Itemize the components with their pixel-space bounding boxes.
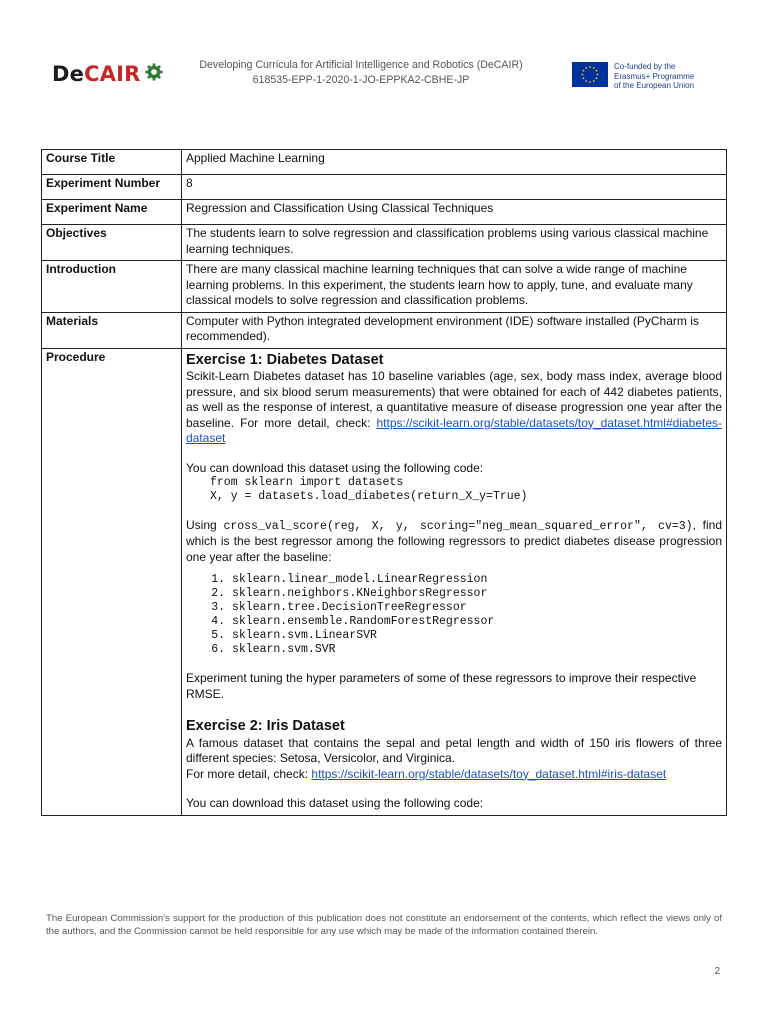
gear-icon <box>145 63 163 81</box>
decair-logo: DeCAIR <box>52 62 141 86</box>
table-row <box>42 348 727 815</box>
materials-label: Materials <box>42 312 182 348</box>
eu-flag-icon <box>572 62 608 87</box>
table-row <box>42 200 727 225</box>
table-row <box>42 225 727 261</box>
objectives-value: The students learn to solve regression and classification problems using various classical machine learning techniques. <box>182 225 727 261</box>
list-item: 3. sklearn.tree.DecisionTreeRegressor <box>232 601 722 615</box>
exercise-1-download-text: You can download this dataset using the following code: <box>186 460 484 475</box>
procedure-label: Procedure <box>42 348 182 815</box>
list-item: 1. sklearn.linear_model.LinearRegression <box>232 573 722 587</box>
table-row <box>42 175 727 200</box>
exercise-2-title: Exercise 2: Iris Dataset <box>186 718 345 734</box>
list-item: 5. sklearn.svm.LinearSVR <box>232 629 722 643</box>
table-row <box>42 261 727 313</box>
list-item: 2. sklearn.neighbors.KNeighborsRegressor <box>232 587 722 601</box>
materials-value: Computer with Python integrated development environment (IDE) software installed (PyCharm is recommended). <box>182 312 727 348</box>
exercise-2-more-detail: For more detail, check: https://scikit-learn.org/stable/datasets/toy_dataset.html#iris-dataset <box>186 766 667 781</box>
exercise-1-using-text: Using cross_val_score(reg, X, y, scoring="neg_mean_squared_error", cv=3), find which is the best regressor among the following regressors to predict diabetes disease progression one year after the baseline: <box>186 518 723 564</box>
experiment-name-value: Regression and Classification Using Classical Techniques <box>182 200 727 225</box>
procedure-content <box>182 348 727 815</box>
iris-dataset-link[interactable]: https://scikit-learn.org/stable/datasets/toy_dataset.html#iris-dataset <box>311 766 667 781</box>
list-item: 4. sklearn.ensemble.RandomForestRegressor <box>232 615 722 629</box>
exercise-1-title: Exercise 1: Diabetes Dataset <box>186 351 384 368</box>
project-title: Developing Curricula for Artificial Intelligence and Robotics (DeCAIR) <box>199 59 523 71</box>
eu-disclaimer: The European Commission's support for the production of this publication does not constitute an endorsement of the contents, which reflect the views only of the authors, and the Commission cannot be held responsible for any use which may be made of the information contained therein. <box>46 913 722 937</box>
exercise-2-description: A famous dataset that contains the sepal and petal length and width of 150 iris flowers of three different species: Setosa, Versicolor, and Virginica. <box>186 735 722 765</box>
project-header-text <box>176 58 546 88</box>
table-row <box>42 312 727 348</box>
course-title-label: Course Title <box>42 150 182 175</box>
eu-cofunded-text: Co-funded by the Erasmus+ Programme of the European Union <box>614 62 695 90</box>
experiment-table <box>41 149 727 816</box>
experiment-number-label: Experiment Number <box>42 175 182 200</box>
objectives-label: Objectives <box>42 225 182 261</box>
diabetes-dataset-link[interactable]: https://scikit-learn.org/stable/datasets/toy_dataset.html#diabetes-dataset <box>186 415 722 445</box>
exercise-1-description: Scikit-Learn Diabetes dataset has 10 baseline variables (age, sex, body mass index, average blood pressure, and six blood serum measurements) that were obtained for each of 442 diabetes patients, as well as the response of interest, a quantitative measure of disease progression one year after the baseline. For more detail, check: https://scikit-learn.org/stable/datasets/toy_dataset.html#diabetes-dataset <box>186 369 722 445</box>
page-header <box>0 0 768 110</box>
introduction-value: There are many classical machine learning techniques that can solve a wide range of machine learning problems. In this experiment, the students learn how to apply, tune, and evaluate many classical models to solve regression and classification problems. <box>182 261 727 313</box>
introduction-label: Introduction <box>42 261 182 313</box>
experiment-number-value: 8 <box>182 175 727 200</box>
page-number: 2 <box>714 966 720 977</box>
inline-code: cross_val_score(reg, X, y, scoring="neg_mean_squared_error", cv=3) <box>223 520 693 533</box>
project-code: 618535-EPP-1-2020-1-JO-EPPKA2-CBHE-JP <box>252 74 470 86</box>
code-line: X, y = datasets.load_diabetes(return_X_y=True) <box>210 490 528 503</box>
experiment-name-label: Experiment Name <box>42 200 182 225</box>
exercise-1-tuning-text: Experiment tuning the hyper parameters of some of these regressors to improve their respective RMSE. <box>186 671 697 701</box>
list-item: 6. sklearn.svm.SVR <box>232 643 722 657</box>
code-line: from sklearn import datasets <box>210 476 404 489</box>
course-title-value: Applied Machine Learning <box>182 150 727 175</box>
regressor-list <box>186 573 722 657</box>
table-row <box>42 150 727 175</box>
exercise-2-download-text: You can download this dataset using the following code: <box>186 796 484 810</box>
